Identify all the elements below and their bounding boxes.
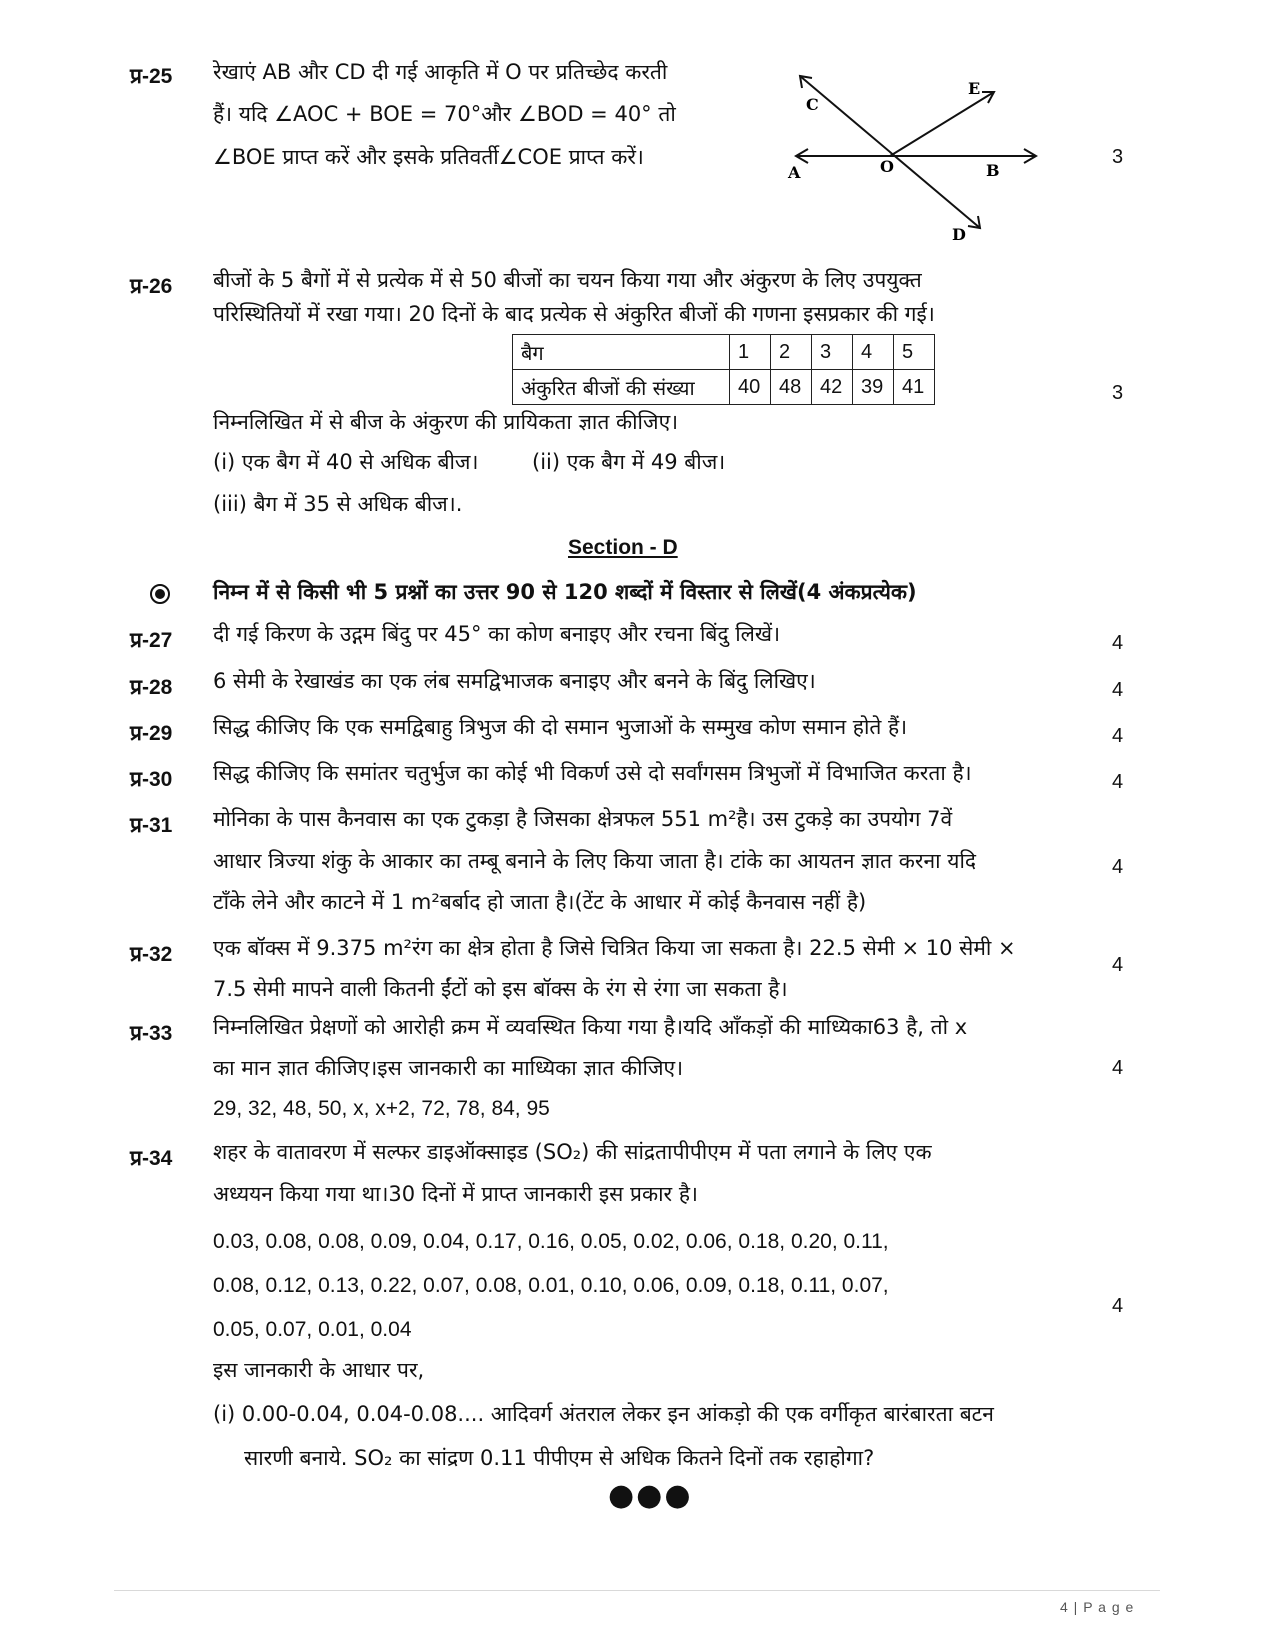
question-number-32: प्र-32 <box>130 943 173 966</box>
question-number-29: प्र-29 <box>130 722 173 745</box>
question-number-30: प्र-30 <box>130 768 173 791</box>
table-cell: 42 <box>812 370 853 405</box>
q26-part-iii: (iii) बैग में 35 से अधिक बीज।. <box>213 492 463 516</box>
figure-label-e: E <box>968 79 981 98</box>
q34-marks: 4 <box>1112 1295 1124 1317</box>
q33-data: 29, 32, 48, 50, x, x+2, 72, 78, 84, 95 <box>213 1097 550 1120</box>
intersecting-lines-figure <box>780 68 1050 244</box>
end-of-page-marker: ●●● <box>608 1478 693 1513</box>
section-instruction: निम्न में से किसी भी 5 प्रश्नों का उत्तर 90 से 120 शब्दों में विस्तार से लिखें(4 अंकप्रत्येक) <box>213 580 917 604</box>
table-header-bag: बैग <box>513 335 730 370</box>
q26-marks: 3 <box>1112 382 1124 404</box>
q32-marks: 4 <box>1112 954 1124 976</box>
q25-text-line1: रेखाएं AB और CD दी गई आकृति में O पर प्रतिच्छेद करती <box>213 60 668 84</box>
question-number-26: प्र-26 <box>130 275 173 298</box>
q30-text: सिद्ध कीजिए कि समांतर चतुर्भुज का कोई भी विकर्ण उसे दो सर्वांगसम त्रिभुजों में विभाजित करता है। <box>213 761 972 785</box>
q25-text-line2: हैं। यदि ∠AOC + BOE = 70°और ∠BOD = 40° तो <box>213 102 676 126</box>
table-cell: 2 <box>771 335 812 370</box>
q26-part-ii: (ii) एक बैग में 49 बीज। <box>532 450 726 474</box>
q28-marks: 4 <box>1112 679 1124 701</box>
question-number-27: प्र-27 <box>130 629 173 652</box>
question-number-28: प्र-28 <box>130 676 173 699</box>
q26-text-line2: परिस्थितियों में रखा गया। 20 दिनों के बाद प्रत्येक से अंकुरित बीजों की गणना इसप्रकार की गई। <box>213 302 935 326</box>
q34-text-line3: इस जानकारी के आधार पर, <box>213 1358 425 1382</box>
footer-divider <box>114 1590 1160 1591</box>
q31-marks: 4 <box>1112 856 1124 878</box>
table-row <box>513 370 935 405</box>
q27-text: दी गई किरण के उद्गम बिंदु पर 45° का कोण बनाइए और रचना बिंदु लिखें। <box>213 622 781 646</box>
question-number-25: प्र-25 <box>130 65 173 88</box>
table-row <box>513 335 935 370</box>
figure-label-b: B <box>986 161 1000 180</box>
table-cell: 3 <box>812 335 853 370</box>
q29-marks: 4 <box>1112 725 1124 747</box>
q34-text-line1: शहर के वातावरण में सल्फर डाइऑक्साइड (SO₂) की सांद्रतापीपीएम में पता लगाने के लिए एक <box>213 1140 932 1164</box>
table-cell: 5 <box>894 335 935 370</box>
q30-marks: 4 <box>1112 771 1124 793</box>
figure-label-a: A <box>788 163 801 182</box>
question-number-31: प्र-31 <box>130 814 173 837</box>
figure-label-c: C <box>806 95 819 114</box>
table-cell: 1 <box>730 335 771 370</box>
question-number-34: प्र-34 <box>130 1147 173 1170</box>
q26-text-line1: बीजों के 5 बैगों में से प्रत्येक में से 50 बीजों का चयन किया गया और अंकुरण के लिए उपयुक्त <box>213 268 922 292</box>
table-header-count: अंकुरित बीजों की संख्या <box>513 370 730 405</box>
figure-label-o: O <box>880 157 894 176</box>
q33-text-line2: का मान ज्ञात कीजिए।इस जानकारी का माध्यिका ज्ञात कीजिए। <box>213 1056 684 1080</box>
q34-sub-i-line2: सारणी बनाये. SO₂ का सांद्रण 0.11 पीपीएम से अधिक कितने दिनों तक रहाहोगा? <box>244 1446 875 1470</box>
q31-text-line2: आधार त्रिज्या शंकु के आकार का तम्बू बनाने के लिए किया जाता है। टांके का आयतन ज्ञात करना यदि <box>213 849 977 873</box>
q25-text-line3: ∠BOE प्राप्त करें और इसके प्रतिवर्ती∠COE प्राप्त करें। <box>213 145 644 169</box>
germination-table <box>512 334 935 405</box>
q31-text-line1: मोनिका के पास कैनवास का एक टुकड़ा है जिसका क्षेत्रफल 551 m²है। उस टुकड़े का उपयोग 7वें <box>213 807 953 831</box>
q33-text-line1: निम्नलिखित प्रेक्षणों को आरोही क्रम में व्यवस्थित किया गया है।यदि आँकड़ों की माध्यिका63 है, तो x <box>213 1015 968 1039</box>
q26-text-line3: निम्नलिखित में से बीज के अंकुरण की प्रायिकता ज्ञात कीजिए। <box>213 410 679 434</box>
q33-marks: 4 <box>1112 1057 1124 1079</box>
q25-marks: 3 <box>1112 146 1124 168</box>
q34-text-line2: अध्ययन किया गया था।30 दिनों में प्राप्त जानकारी इस प्रकार है। <box>213 1182 698 1206</box>
q28-text: 6 सेमी के रेखाखंड का एक लंब समद्विभाजक बनाइए और बनने के बिंदु लिखिए। <box>213 669 816 693</box>
figure-label-d: D <box>952 225 966 244</box>
table-cell: 40 <box>730 370 771 405</box>
radio-bullet-icon <box>150 584 170 604</box>
q26-part-i: (i) एक बैग में 40 से अधिक बीज। <box>213 450 479 474</box>
q34-sub-i-line1: (i) 0.00-0.04, 0.04-0.08.... आदिवर्ग अंतराल लेकर इन आंकड़ो की एक वर्गीकृत बारंबारता बटन <box>213 1402 994 1426</box>
q29-text: सिद्ध कीजिए कि एक समद्विबाहु त्रिभुज की दो समान भुजाओं के सम्मुख कोण समान होते हैं। <box>213 715 908 739</box>
table-cell: 48 <box>771 370 812 405</box>
section-heading: Section - D <box>568 536 678 559</box>
q34-data-line2: 0.08, 0.12, 0.13, 0.22, 0.07, 0.08, 0.01, 0.10, 0.06, 0.09, 0.18, 0.11, 0.07, <box>213 1274 889 1297</box>
table-cell: 39 <box>853 370 894 405</box>
table-cell: 4 <box>853 335 894 370</box>
q32-text-line1: एक बॉक्स में 9.375 m²रंग का क्षेत्र होता है जिसे चित्रित किया जा सकता है। 22.5 सेमी × 10 सेमी × <box>213 936 1016 960</box>
q34-data-line1: 0.03, 0.08, 0.08, 0.09, 0.04, 0.17, 0.16, 0.05, 0.02, 0.06, 0.18, 0.20, 0.11, <box>213 1230 889 1253</box>
page-number: 4 | P a g e <box>1060 1599 1135 1615</box>
q34-data-line3: 0.05, 0.07, 0.01, 0.04 <box>213 1318 412 1341</box>
q31-text-line3: टाँके लेने और काटने में 1 m²बर्बाद हो जाता है।(टेंट के आधार में कोई कैनवास नहीं है) <box>213 890 867 914</box>
question-number-33: प्र-33 <box>130 1022 173 1045</box>
q27-marks: 4 <box>1112 632 1124 654</box>
table-cell: 41 <box>894 370 935 405</box>
q32-text-line2: 7.5 सेमी मापने वाली कितनी ईंटों को इस बॉक्स के रंग से रंगा जा सकता है। <box>213 977 788 1001</box>
